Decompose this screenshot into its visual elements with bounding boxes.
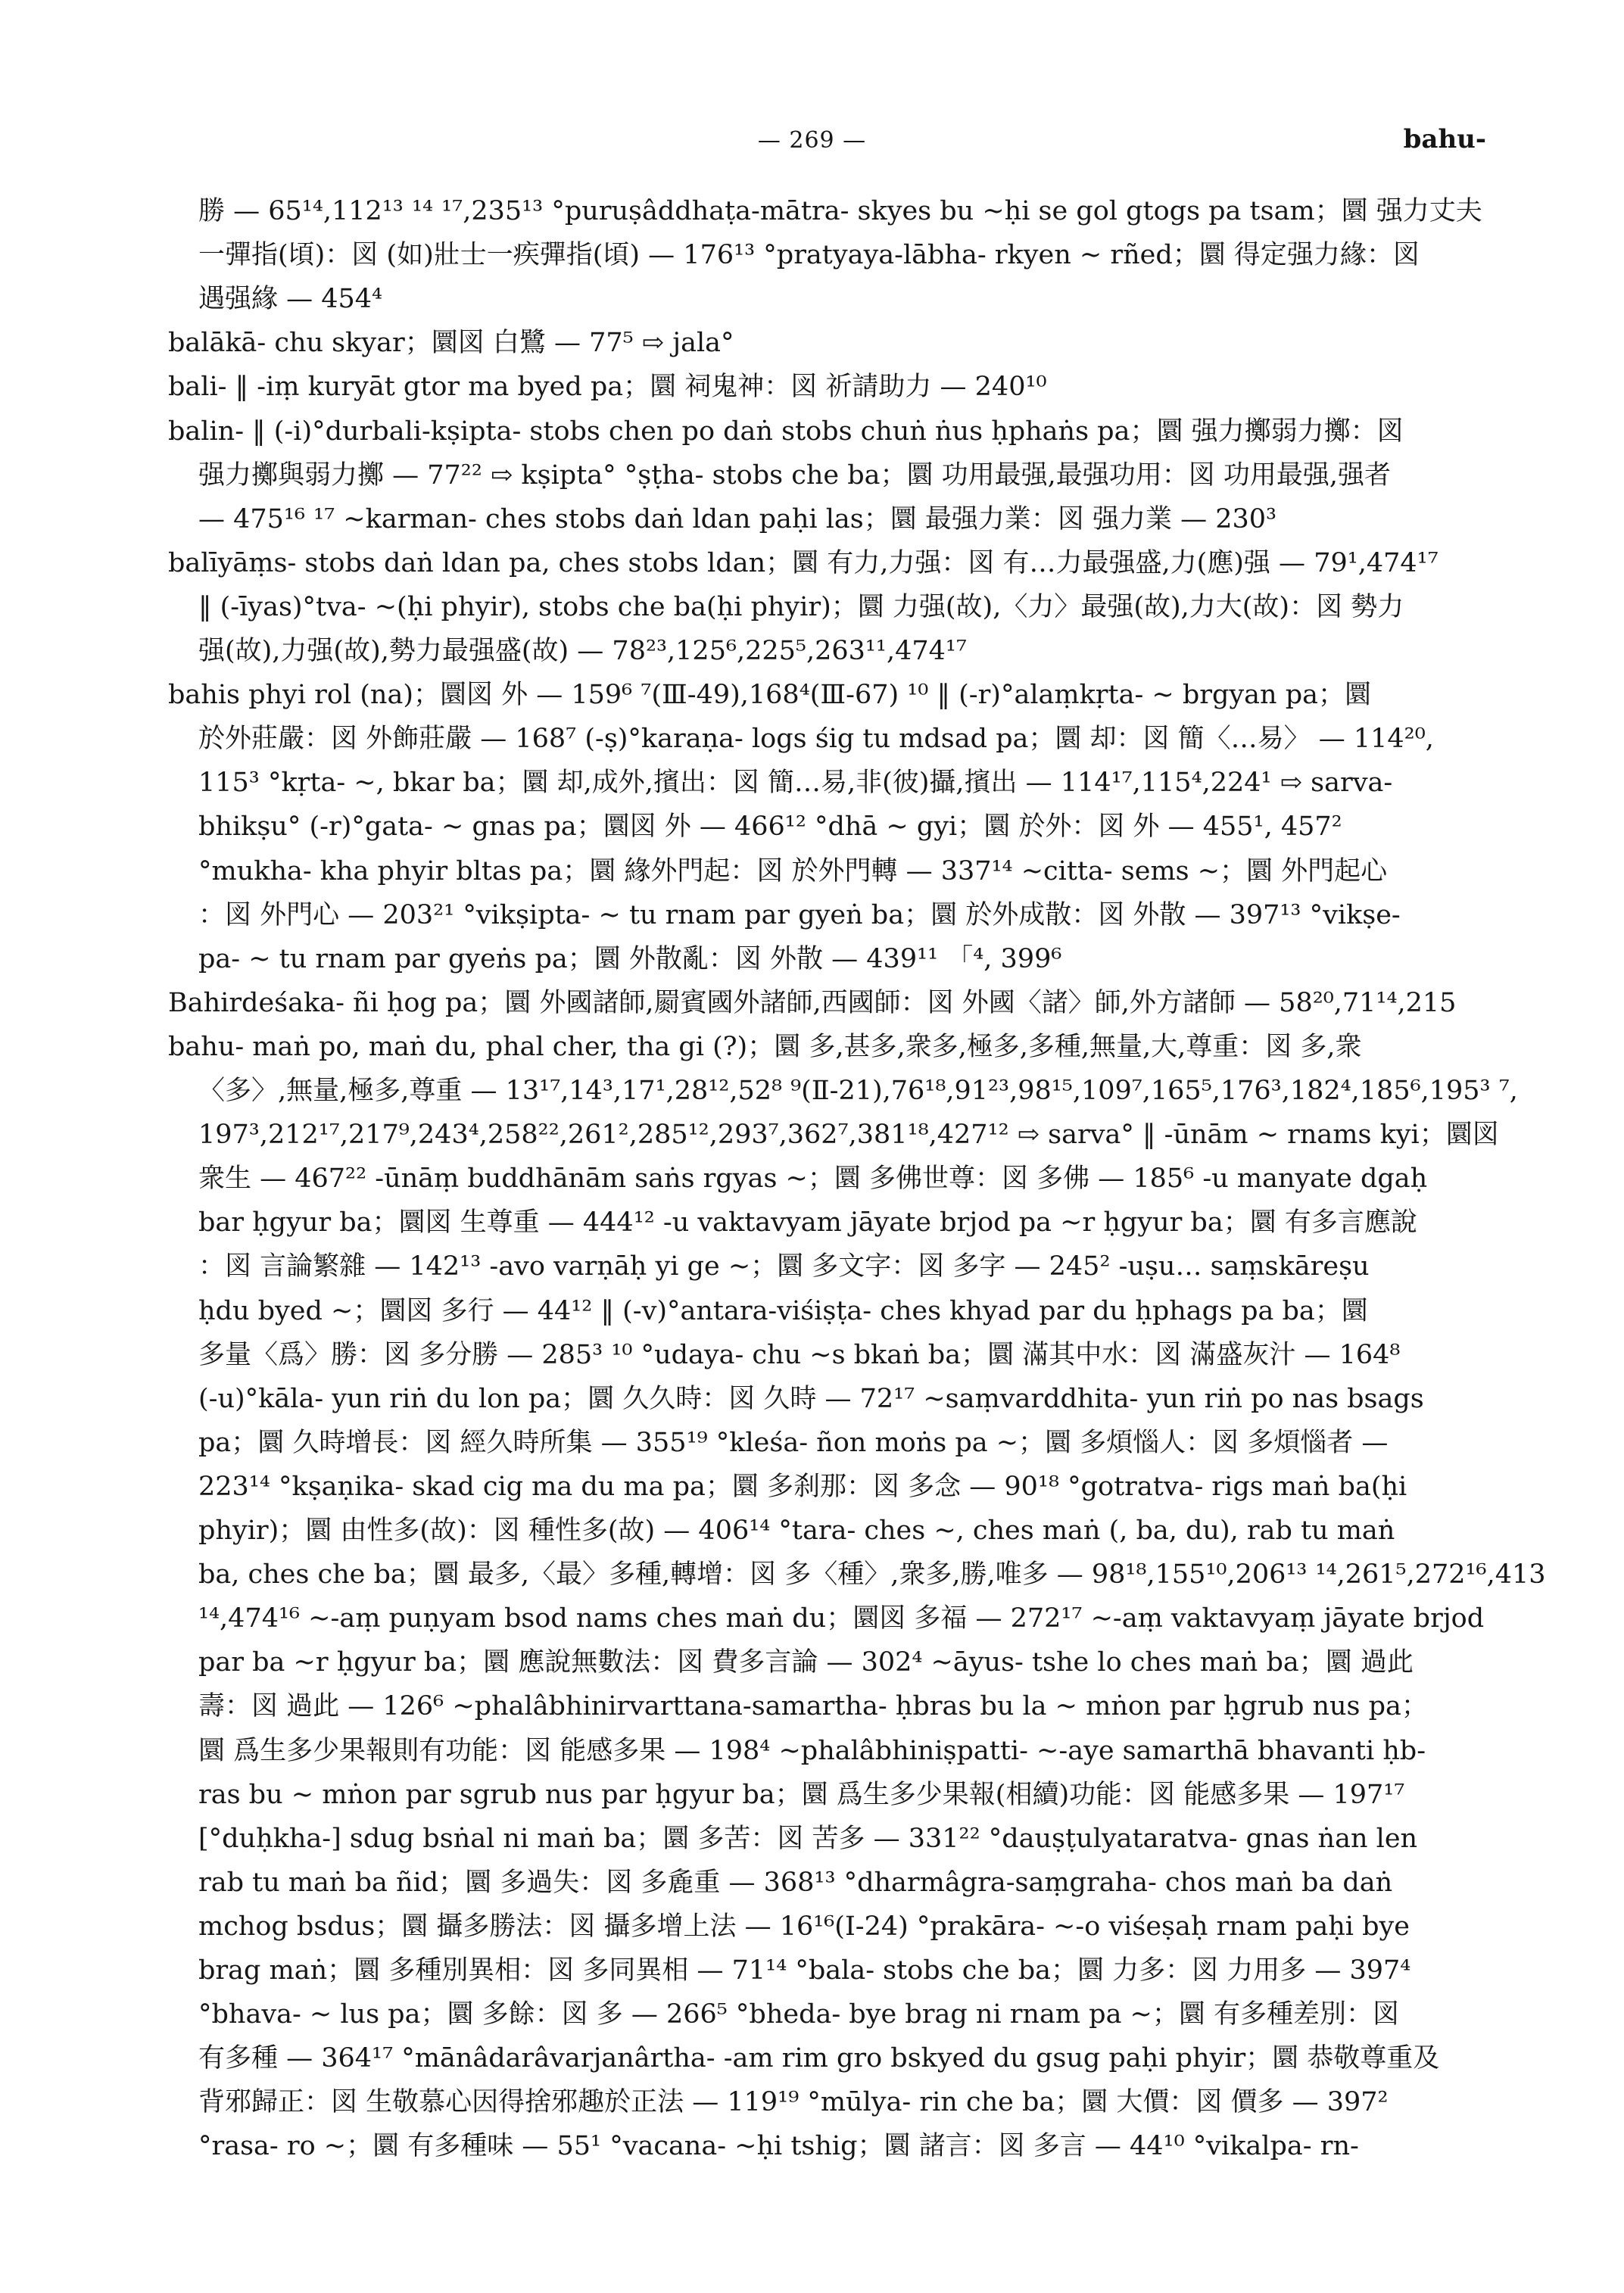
entry-text-line: [°duḥkha-] sdug bsṅal ni maṅ ba；圜 多苦：図 苦多 — 331²² °dauṣṭulyataratva- gnas ṅan len (198, 1824, 1418, 1854)
entry-text-line: °rasa- ro ~；圜 有多種味 — 55¹ °vacana- ~ḥi tshig；圜 諸言：図 多言 — 44¹⁰ °vikalpa- rn- (198, 2131, 1359, 2161)
entry-text-line: 多量〈爲〉勝：図 多分勝 — 285³ ¹⁰ °udaya- chu ~s bkaṅ ba；圜 滿其中水：図 滿盛灰汁 — 164⁸ (198, 1340, 1401, 1370)
entry-text-line: 背邪歸正：図 生敬慕心因得捨邪趣於正法 — 119¹⁹ °mūlya- rin che ba；圜 大價：図 價多 — 397² (198, 2087, 1389, 2117)
entry-text-line: 遇强緣 — 454⁴ (198, 284, 383, 314)
entry-text-line: par ba ~r ḥgyur ba；圜 應說無數法：図 費多言論 — 302⁴ ~āyus- tshe lo ches maṅ ba；圜 過此 (198, 1647, 1414, 1678)
entry-headword-line: balīyāṃs- stobs daṅ ldan pa, ches stobs ldan；圜 有力,力强：図 有…力最强盛,力(應)强 — 79¹,474¹⁷ (168, 548, 1439, 578)
entry-text-line: 於外莊嚴：図 外飾莊嚴 — 168⁷ (-ṣ)°karaṇa- logs śig tu mdsad pa；圜 却：図 簡〈…易〉 — 114²⁰, (198, 724, 1434, 754)
entry-text-line: °bhava- ~ lus pa；圜 多餘：図 多 — 266⁵ °bheda- bye brag ni rnam pa ~；圜 有多種差別：図 (198, 1999, 1400, 2030)
entry-text-line: mchog bsdus；圜 攝多勝法：図 攝多增上法 — 16¹⁶(Ⅰ-24) °prakāra- ~-o viśeṣaḥ rnam paḥi bye (198, 1911, 1410, 1942)
entry-text-line: °mukha- kha phyir bltas pa；圜 緣外門起：図 於外門轉 — 337¹⁴ ~citta- sems ~；圜 外門起心 (198, 856, 1388, 886)
entry-text-line: 197³,212¹⁷,217⁹,243⁴,258²²,261²,285¹²,293⁷,362⁷,381¹⁸,427¹² ⇨ sarva° ‖ -ūnām ~ rnams kyi；圜図 (198, 1120, 1499, 1150)
entry-text-line: 有多種 — 364¹⁷ °mānâdarâvarjanârtha- -am rim gro bskyed du gsug paḥi phyir；圜 恭敬尊重及 (198, 2043, 1440, 2073)
entry-text-line: ：図 言論繁雜 — 142¹³ -avo varṇāḥ yi ge ~；圜 多文字：図 多字 — 245² -uṣu… saṃskāreṣu (198, 1251, 1370, 1282)
entry-headword-line: balākā- chu skyar；圜図 白鷺 — 77⁵ ⇨ jala° (168, 328, 734, 358)
entry-text-line: 壽：図 過此 — 126⁶ ~phalâbhinirvarttana-samartha- ḥbras bu la ~ mṅon par ḥgrub nus pa； (198, 1691, 1428, 1721)
entry-text-line: brag maṅ；圜 多種別異相：図 多同異相 — 71¹⁴ °bala- stobs che ba；圜 力多：図 力用多 — 397⁴ (198, 1955, 1411, 1986)
entry-text-line: rab tu maṅ ba ñid；圜 多過失：図 多麁重 — 368¹³ °dharmâgra-saṃgraha- chos maṅ ba daṅ (198, 1868, 1393, 1898)
entry-headword-line: bahu- maṅ po, maṅ du, phal cher, tha gi (?)；圜 多,甚多,衆多,極多,多種,無量,大,尊重：図 多,衆 (168, 1032, 1362, 1062)
entry-text-line: 衆生 — 467²² -ūnāṃ buddhānām saṅs rgyas ~；圜 多佛世尊：図 多佛 — 185⁶ -u manyate dgaḥ (198, 1164, 1428, 1194)
entry-headword-line: bali- ‖ -iṃ kuryāt gtor ma byed pa；圜 祠鬼神：図 祈請助力 — 240¹⁰ (168, 372, 1047, 402)
entry-headword-line: bahis phyi rol (na)；圜図 外 — 159⁶ ⁷(Ⅲ-49),168⁴(Ⅲ-67) ¹⁰ ‖ (-r)°alaṃkṛta- ~ brgyan pa；圜 (168, 680, 1371, 710)
entry-text-line: ‖ (-īyas)°tva- ~(ḥi phyir), stobs che ba(ḥi phyir)；圜 力强(故),〈力〉最强(故),力大(故)：図 勢力 (198, 592, 1404, 622)
entry-headword-line: Bahirdeśaka- ñi ḥog pa；圜 外國諸師,罽賓國外諸師,西國師：図 外國〈諸〉師,外方諸師 — 58²⁰,71¹⁴,215 (168, 988, 1457, 1018)
entry-text-line: 〈多〉,無量,極多,尊重 — 13¹⁷,14³,17¹,28¹²,52⁸ ⁹(Ⅱ-21),76¹⁸,91²³,98¹⁵,109⁷,165⁵,176³,182⁴,185⁶,195³ ⁷, (198, 1076, 1518, 1106)
entry-text-line: pa- ~ tu rnam par gyeṅs pa；圜 外散亂：図 外散 — 439¹¹ 「⁴, 399⁶ (198, 944, 1062, 974)
running-head: bahu- (1403, 124, 1486, 154)
entry-text-line: pa；圜 久時增長：図 經久時所集 — 355¹⁹ °kleśa- ñon moṅs pa ~；圜 多煩惱人：図 多煩惱者 — (198, 1428, 1389, 1458)
entry-text-line: phyir)；圜 由性多(故)：図 種性多(故) — 406¹⁴ °tara- ches ~, ches maṅ (, ba, du), rab tu maṅ (198, 1516, 1395, 1546)
entry-text-line: ¹⁴,474¹⁶ ~-aṃ puṇyam bsod nams ches maṅ du；圜図 多福 — 272¹⁷ ~-aṃ vaktavyaṃ jāyate brjod (198, 1603, 1485, 1634)
entry-text-line: bar ḥgyur ba；圜図 生尊重 — 444¹² -u vaktavyam jāyate brjod pa ~r ḥgyur ba；圜 有多言應說 (198, 1207, 1417, 1238)
entry-text-line: 223¹⁴ °kṣaṇika- skad cig ma du ma pa；圜 多刹那：図 多念 — 90¹⁸ °gotratva- rigs maṅ ba(ḥi (198, 1472, 1407, 1502)
entry-text-line: 勝 — 65¹⁴,112¹³ ¹⁴ ¹⁷,235¹³ °puruṣâddhaṭa-mātra- skyes bu ~ḥi se gol gtogs pa tsam；圜 强力丈夫 (198, 196, 1482, 226)
entry-text-line: ḥdu byed ~；圜図 多行 — 44¹² ‖ (-v)°antara-viśiṣṭa- ches khyad par du ḥphags pa ba；圜 (198, 1296, 1368, 1326)
entry-text-line: bhikṣu° (-r)°gata- ~ gnas pa；圜図 外 — 466¹² °dhā ~ gyi；圜 於外：図 外 — 455¹, 457² (198, 812, 1342, 842)
entry-text-line: (-u)°kāla- yun riṅ du lon pa；圜 久久時：図 久時 — 72¹⁷ ~saṃvarddhita- yun riṅ po nas bsags (198, 1384, 1424, 1414)
entry-text-line: 圜 爲生多少果報則有功能：図 能感多果 — 198⁴ ~phalâbhiniṣpatti- ~-aye samarthā bhavanti ḥb- (198, 1736, 1426, 1766)
entry-headword-line: balin- ‖ (-i)°durbali-kṣipta- stobs chen po daṅ stobs chuṅ ṅus ḥphaṅs pa；圜 强力擲弱力擲：図 (168, 416, 1404, 447)
entry-text-line: 强力擲與弱力擲 — 77²² ⇨ kṣipta° °ṣṭha- stobs che ba；圜 功用最强,最强功用：図 功用最强,强者 (198, 460, 1391, 491)
entry-text-line: ras bu ~ mṅon par sgrub nus par ḥgyur ba；圜 爲生多少果報(相續)功能：図 能感多果 — 197¹⁷ (198, 1780, 1405, 1810)
entry-text-line: ：図 外門心 — 203²¹ °vikṣipta- ~ tu rnam par gyeṅ ba；圜 於外成散：図 外散 — 397¹³ °vikṣe- (198, 900, 1401, 930)
entry-text-line: 115³ °kṛta- ~, bkar ba；圜 却,成外,擯出：図 簡…易,非(彼)攝,擯出 — 114¹⁷,115⁴,224¹ ⇨ sarva- (198, 768, 1393, 798)
entry-text-line: 强(故),力强(故),勢力最强盛(故) — 78²³,125⁶,225⁵,263¹¹,474¹⁷ (198, 636, 967, 666)
page-number: — 269 — (757, 127, 867, 154)
entry-text-line: ba, ches che ba；圜 最多,〈最〉多種,轉增：図 多〈種〉,衆多,勝,唯多 — 98¹⁸,155¹⁰,206¹³ ¹⁴,261⁵,272¹⁶,413 (198, 1559, 1546, 1590)
entry-text-line: — 475¹⁶ ¹⁷ ~karman- ches stobs daṅ ldan paḥi las；圜 最强力業：図 强力業 — 230³ (198, 504, 1277, 534)
entry-text-line: 一彈指(頃)：図 (如)壯士一疾彈指(頃) — 176¹³ °pratyaya-lābha- rkyen ~ rñed；圜 得定强力緣：図 (198, 240, 1420, 270)
